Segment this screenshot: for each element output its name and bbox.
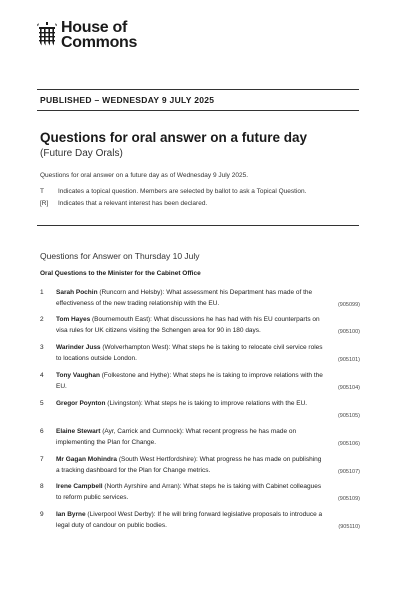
intro-text: Questions for oral answer on a future day as of Wednesday 9 July 2025.	[40, 172, 248, 179]
question-body: What steps he is taking with Cabinet colleagues to reform public services.	[56, 483, 322, 501]
section-rule	[37, 225, 359, 226]
member-constituency: (Liverpool West Derby):	[85, 511, 158, 518]
member-name: Irene Campbell	[56, 483, 103, 490]
question-text	[56, 427, 326, 448]
note-text: Indicates that a relevant interest has been declared.	[58, 200, 208, 207]
question-body: What recent progress he has made on implementing the Plan for Change.	[56, 428, 297, 446]
published-date: PUBLISHED – WEDNESDAY 9 JULY 2025	[40, 95, 215, 105]
question-number: 3	[40, 344, 44, 351]
member-name: Tom Hayes	[56, 316, 91, 323]
member-name: Sarah Pochin	[56, 289, 98, 296]
question-ref: (905105)	[337, 413, 360, 419]
notes-list	[40, 188, 306, 212]
note-item	[40, 200, 306, 212]
member-name: Tony Vaughan	[56, 372, 100, 379]
member-name: Gregor Poynton	[56, 400, 106, 407]
question-text	[56, 343, 326, 364]
question-body: What assessment his Department has made of the effectiveness of the new trading relationship with the EU.	[56, 289, 313, 307]
member-constituency: (Bournemouth East):	[90, 316, 154, 323]
question-ref: (905104)	[337, 385, 360, 391]
question-ref: (905107)	[337, 469, 360, 475]
question-body: What steps he is taking to improve relations with the EU.	[56, 372, 323, 390]
logo-wordmark	[61, 20, 137, 50]
question-number: 2	[40, 316, 44, 323]
member-constituency: (Wolverhampton West):	[100, 344, 173, 351]
question-text	[56, 482, 326, 503]
page-title: Questions for oral answer on a future day	[40, 130, 308, 145]
question-ref: (905106)	[337, 441, 360, 447]
member-name: Ian Byrne	[56, 511, 86, 518]
house-of-commons-logo	[37, 20, 137, 50]
portcullis-icon	[37, 22, 57, 46]
question-body: What progress he has made on publishing a tracking dashboard for the Plan for Change metrics.	[56, 456, 322, 474]
question-text	[56, 399, 326, 410]
member-constituency: (South West Hertfordshire):	[117, 456, 200, 463]
note-text: Indicates a topical question. Members are selected by ballot to ask a Topical Question.	[58, 188, 307, 195]
header-rule	[37, 110, 359, 111]
question-number: 6	[40, 428, 44, 435]
section-heading: Questions for Answer on Thursday 10 July	[40, 251, 200, 261]
question-number: 4	[40, 372, 44, 379]
question-ref: (905100)	[337, 329, 360, 335]
member-name: Warinder Juss	[56, 344, 101, 351]
department-heading: Oral Questions to the Minister for the Cabinet Office	[40, 270, 201, 277]
member-name: Elaine Stewart	[56, 428, 101, 435]
logo-line-1: House of	[61, 19, 128, 36]
member-constituency: (Livingston):	[105, 400, 145, 407]
question-number: 8	[40, 483, 44, 490]
page-subtitle: (Future Day Orals)	[40, 148, 123, 159]
question-ref: (905101)	[337, 357, 360, 363]
question-number: 9	[40, 511, 44, 518]
question-body: What steps he is taking to improve relations with the EU.	[144, 400, 308, 407]
question-ref: (905110)	[338, 524, 360, 530]
question-number: 7	[40, 456, 44, 463]
note-key: [R]	[40, 200, 49, 207]
question-text	[56, 315, 326, 336]
top-rule	[37, 89, 359, 90]
member-constituency: (North Ayrshire and Arran):	[102, 483, 184, 490]
member-constituency: (Runcorn and Helsby):	[97, 289, 167, 296]
member-constituency: (Ayr, Carrick and Cumnock):	[100, 428, 186, 435]
member-constituency: (Folkestone and Hythe):	[99, 372, 173, 379]
question-body: What discussions he has had with his EU counterparts on visa rules for UK citizens visiting the Schengen area for 90 in 180 days.	[56, 316, 320, 334]
member-name: Mr Gagan Mohindra	[56, 456, 118, 463]
note-item	[40, 188, 306, 200]
question-ref: (905099)	[337, 302, 360, 308]
logo-line-2: Commons	[61, 34, 138, 51]
question-body: What steps he is taking to relocate civil service roles to locations outside London.	[56, 344, 323, 362]
question-number: 5	[40, 400, 44, 407]
question-number: 1	[40, 289, 44, 296]
question-text	[56, 455, 326, 476]
question-ref: (905109)	[337, 496, 360, 502]
question-text	[56, 288, 326, 309]
question-text	[56, 371, 326, 392]
note-key: T	[40, 188, 44, 195]
question-text	[56, 510, 326, 531]
question-body: If he will bring forward legislative proposals to introduce a legal duty of candour on public bodies.	[56, 511, 323, 529]
